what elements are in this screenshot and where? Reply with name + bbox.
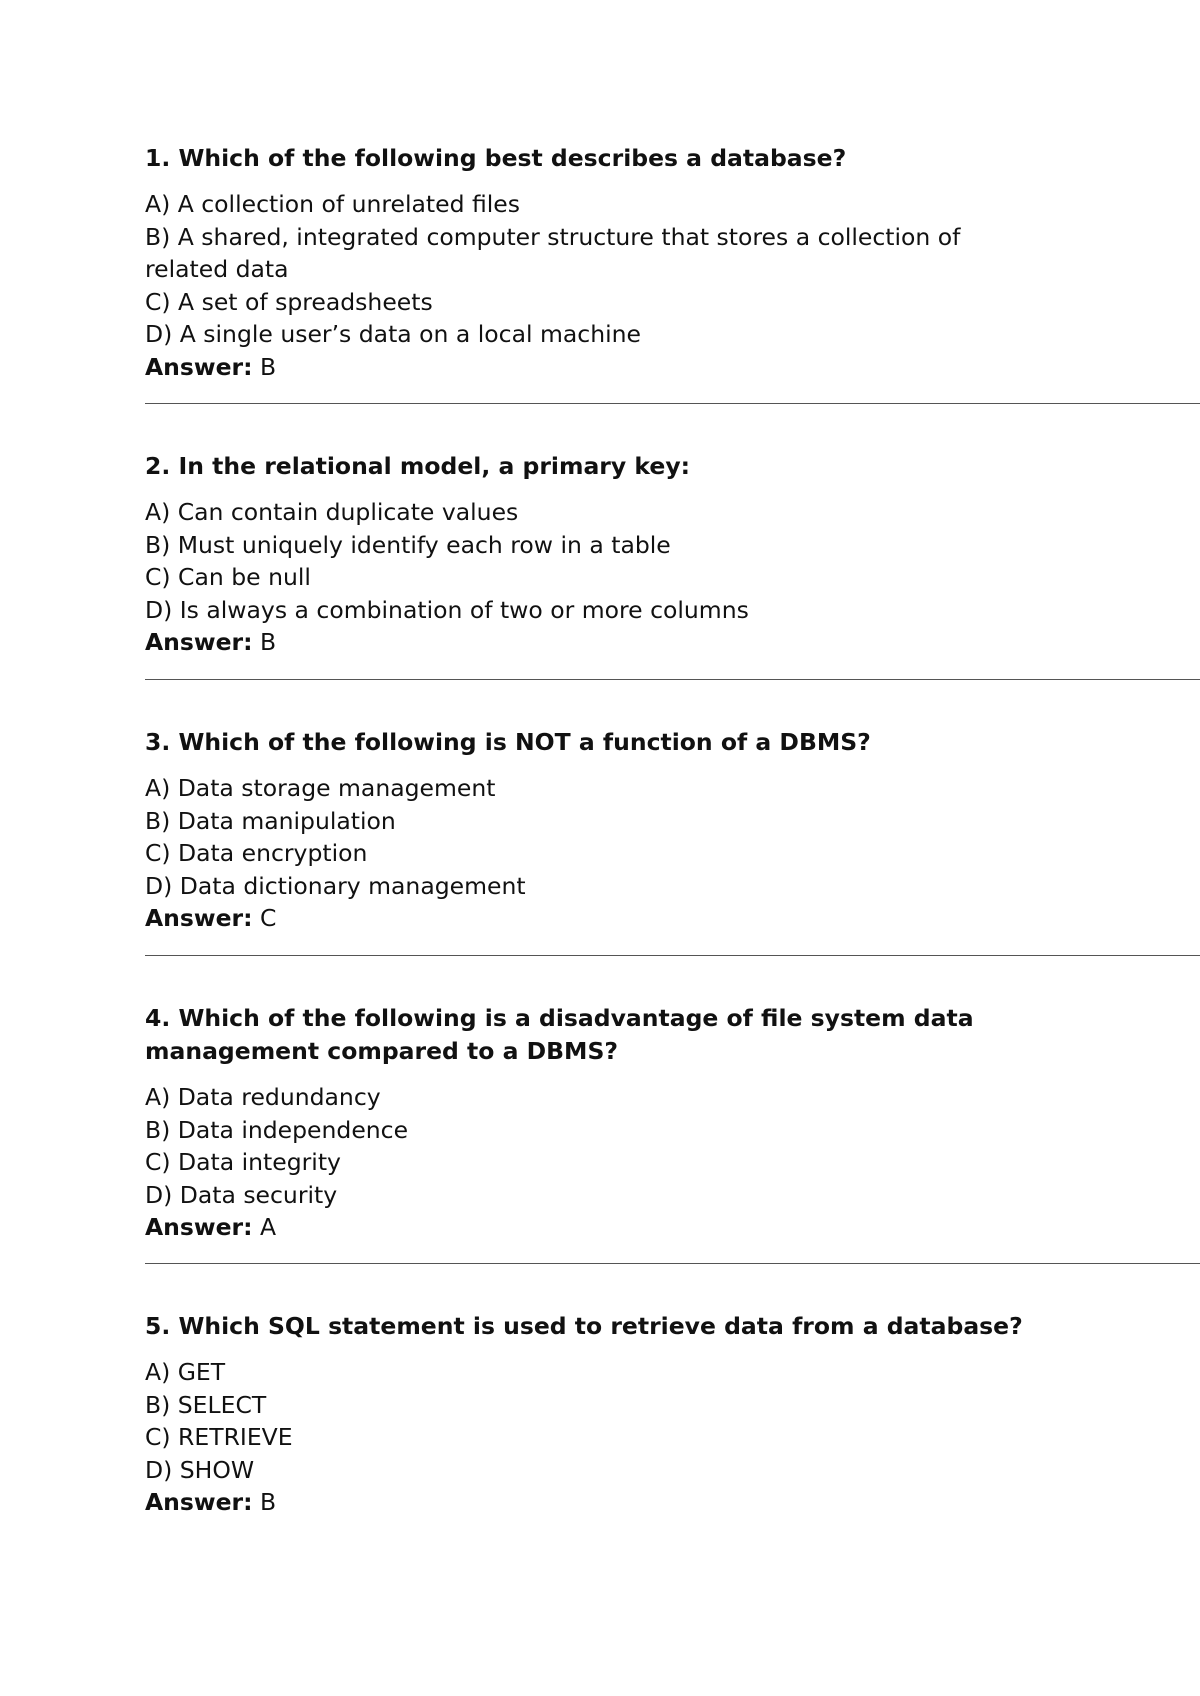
option-d: D) A single user’s data on a local machine [145,320,641,348]
question-title: 3. Which of the following is NOT a function of a DBMS? [145,728,871,756]
question-4 [145,1002,1200,1244]
answer-line [145,351,1200,384]
question-title: 2. In the relational model, a primary key: [145,452,691,480]
question-1 [145,142,1200,383]
option-b: B) A shared, integrated computer structure that stores a collection of related data [145,222,961,283]
option-c: C) Data integrity [145,1148,341,1176]
option-d: D) Data security [145,1180,338,1209]
answer-line [145,1211,1200,1244]
divider [145,679,1200,680]
option-b: B) Must uniquely identify each row in a table [145,530,671,559]
option-c: C) A set of spreadsheets [145,287,433,316]
divider [145,955,1200,956]
option-c: C) Data encryption [145,839,368,867]
answer-label: Answer: [145,1488,253,1516]
question-title: 4. Which of the following is a disadvantage of file system data management compared to a DBMS? [145,1004,974,1065]
option-d: D) Is always a combination of two or more columns [145,595,749,624]
answer-line [145,902,1200,935]
question-title: 1. Which of the following best describes a database? [145,144,847,172]
option-b: B) Data independence [145,1115,409,1144]
question-5 [145,1310,1200,1519]
option-a: A) Data redundancy [145,1083,381,1111]
option-a: A) GET [145,1358,226,1386]
question-2 [145,450,1200,659]
answer-value: B [260,628,277,656]
question-3 [145,726,1200,935]
answer-value: B [260,1488,277,1516]
answer-value: C [260,904,277,932]
answer-line [145,1486,1200,1519]
option-b: B) SELECT [145,1390,267,1419]
answer-label: Answer: [145,352,253,381]
answer-label: Answer: [145,628,253,656]
option-a: A) Can contain duplicate values [145,498,519,526]
question-title: 5. Which SQL statement is used to retrieve data from a database? [145,1312,1023,1340]
answer-label: Answer: [145,904,253,932]
option-d: D) SHOW [145,1455,255,1484]
answer-value: B [260,352,277,381]
divider [145,403,1200,404]
option-c: C) Can be null [145,563,311,591]
answer-line [145,626,1200,659]
answer-value: A [260,1213,277,1241]
option-a: A) A collection of unrelated files [145,190,521,218]
option-b: B) Data manipulation [145,806,396,835]
answer-label: Answer: [145,1213,253,1241]
option-a: A) Data storage management [145,774,496,802]
option-d: D) Data dictionary management [145,871,526,900]
divider [145,1263,1200,1264]
option-c: C) RETRIEVE [145,1423,293,1451]
